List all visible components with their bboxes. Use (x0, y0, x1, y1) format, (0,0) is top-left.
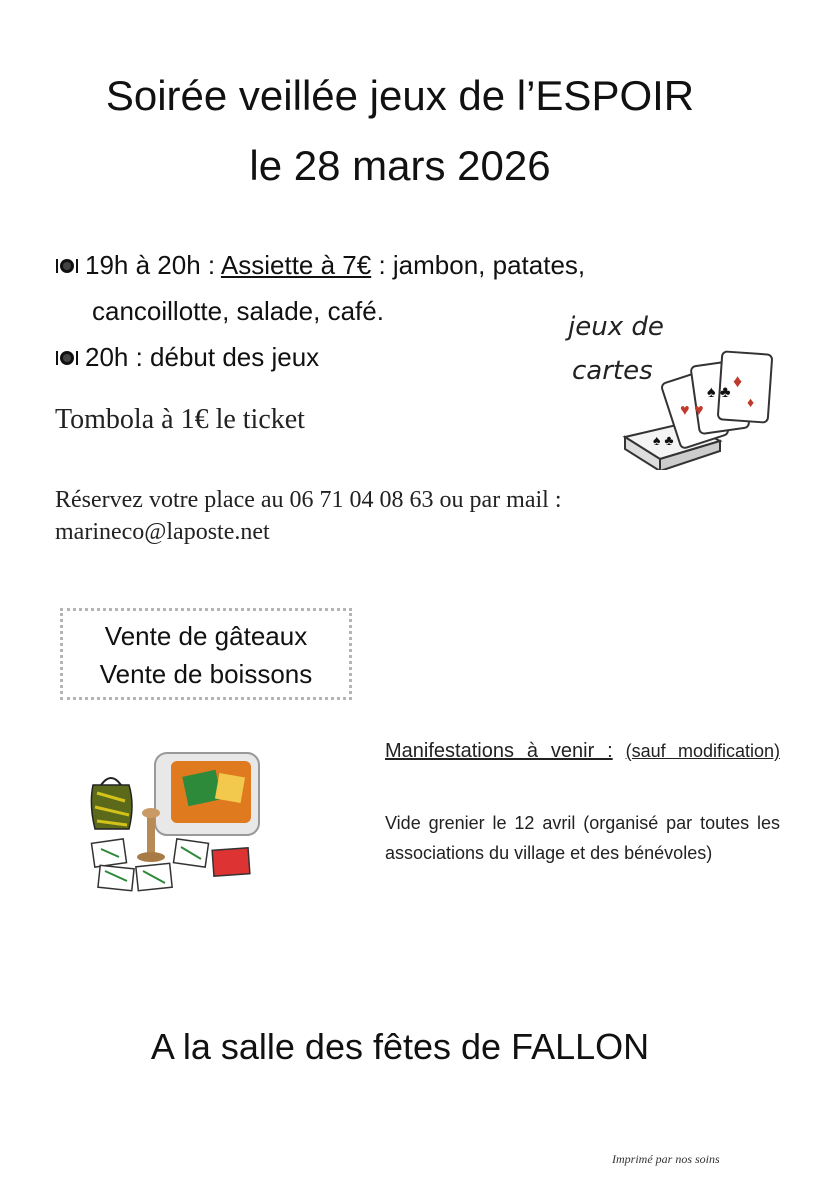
game-cards-icon (91, 839, 249, 891)
events-section (385, 738, 780, 868)
plate-utensils-icon (55, 256, 79, 276)
events-heading-note: (sauf modification) (625, 741, 780, 761)
events-heading (385, 738, 780, 764)
page-title: Soirée veillée jeux de l’ESPOIR (105, 72, 695, 119)
cards-label-2: cartes (572, 356, 653, 386)
svg-text:♠ ♣: ♠ ♣ (707, 384, 731, 401)
plate-utensils-icon (55, 348, 79, 368)
board-game-illustration (85, 745, 275, 895)
game-bag-icon (91, 778, 132, 829)
svg-text:♦: ♦ (733, 371, 743, 391)
playing-cards-illustration (615, 345, 795, 470)
plate-description-cont: cancoillotte, salade, café. (92, 296, 384, 326)
sale-item-drinks: Vente de boissons (99, 659, 313, 689)
svg-text:♠ ♣: ♠ ♣ (653, 432, 674, 448)
printed-note: Imprimé par nos soins (612, 1152, 720, 1166)
fanned-cards-icon (661, 351, 773, 449)
svg-text:♦: ♦ (747, 394, 755, 410)
plate-description: : jambon, patates, (371, 250, 586, 280)
page-date: le 28 mars 2026 (249, 142, 551, 189)
reservation-line: Réservez votre place au 06 71 04 08 63 ou par mail : (55, 487, 562, 513)
sale-item-cakes: Vente de gâteaux (104, 621, 308, 651)
sales-box (60, 608, 352, 700)
venue-footer: A la salle des fêtes de FALLON (150, 1026, 650, 1067)
cards-label-1: jeux de (568, 312, 664, 342)
games-start: 20h : début des jeux (85, 342, 320, 372)
events-body: Vide grenier le 12 avril (organisé par toutes les associations du village et des bénévoles) (385, 813, 780, 863)
svg-text:♥ ♥: ♥ ♥ (680, 402, 704, 419)
reservation-email: marineco@laposte.net (55, 519, 270, 545)
menu-item-dinner (55, 248, 585, 282)
plate-price: Assiette à 7€ (220, 250, 372, 280)
tombola-text: Tombola à 1€ le ticket (55, 404, 305, 435)
events-heading-title: Manifestations à venir : (385, 740, 613, 762)
menu-item-games (55, 340, 319, 374)
dinner-time: 19h à 20h : (85, 250, 221, 280)
game-box-icon (155, 753, 259, 835)
